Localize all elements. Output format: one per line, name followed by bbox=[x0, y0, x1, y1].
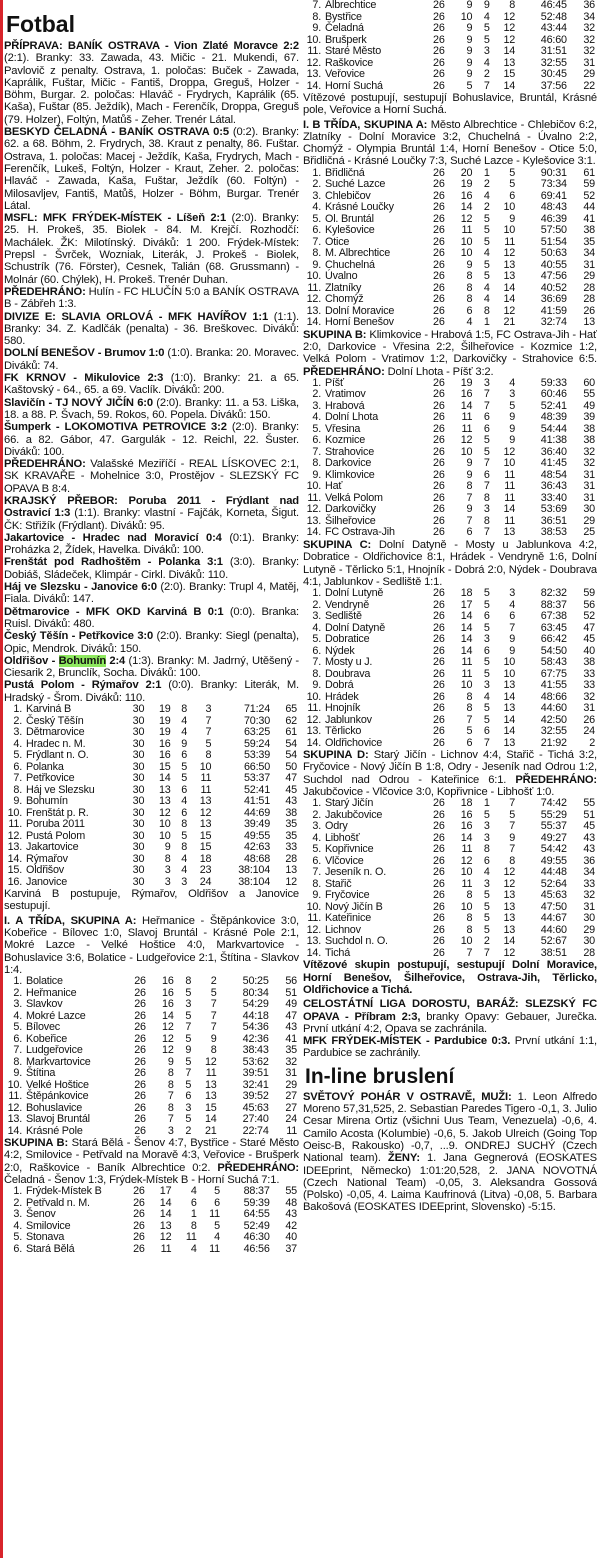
table-row: 14. Rýmařov 30 8 4 18 48:68 28 bbox=[7, 852, 297, 865]
table-row: 10. Hrádek 26 8 4 14 48:66 32 bbox=[306, 690, 595, 703]
table-row: 10. Frenštát p. R. 30 12 6 12 44:69 38 bbox=[7, 806, 297, 819]
result-paragraph-14: Dětmarovice - MFK OKD Karviná B 0:1 (0:0). Branka: Ruisl. Diváků: 480. bbox=[4, 605, 299, 630]
result-paragraph-8: Šumperk - LOKOMOTIVA PETROVICE 3:2 (2:0). Branky: 66. a 82. Gábor, 47. Gargulák - 12. Reichl, 22. Šuster. Diváků: 100. bbox=[4, 421, 299, 458]
result-paragraph-15: Český Těšín - Petřkovice 3:0 (2:0). Branky: Siegl (penalta), Opic, Mendrok. Diváků: 150. bbox=[4, 630, 299, 655]
table-row: 13. Šilheřovice 26 7 8 11 36:51 29 bbox=[306, 514, 595, 527]
table-row: 12. Pustá Polom 30 10 5 15 49:55 35 bbox=[7, 829, 297, 842]
table-row: 9. Fryčovice 26 8 5 13 45:63 32 bbox=[312, 889, 595, 902]
table-row: 8. Bystřice 26 10 4 12 52:48 34 bbox=[312, 10, 595, 23]
table-row: 10. Úvalno 26 8 5 13 47:56 29 bbox=[306, 270, 595, 283]
table-row: 3. Hrabová 26 14 7 5 52:41 49 bbox=[312, 399, 595, 412]
table-row: 12. Lichnov 26 8 5 13 44:60 29 bbox=[306, 923, 595, 936]
results-1b-skupina-b: SKUPINA B: Klimkovice - Hrabová 1:5, FC Ostrava-Jih - Hať 2:0, Darkovice - Vřesina 2:2, Šilheřovice - Kozmice 1:2, Velká Polom - Vratimov 1:2, Darkovičky - Strahovice 6:5. PŘEDEHRÁNO: Dolní Lhota - Píšť 3:2. bbox=[303, 328, 597, 378]
table-row: 4. Krásné Loučky 26 14 2 10 48:43 44 bbox=[312, 201, 595, 214]
left-column bbox=[4, 0, 299, 1558]
table-row: 1. Starý Jičín 26 18 1 7 74:42 55 bbox=[312, 797, 595, 810]
table-row: 4. Dolní Datyně 26 14 5 7 63:45 47 bbox=[312, 621, 595, 634]
table-1b-skupina-a bbox=[303, 168, 597, 329]
table-row: 15. Oldřišov 30 3 4 23 38:104 13 bbox=[7, 864, 297, 877]
table-row: 3. Sedliště 26 14 6 6 67:38 52 bbox=[312, 610, 595, 623]
table-row: 5. Frýdlant n. O. 30 16 6 8 53:39 54 bbox=[13, 749, 297, 762]
table-row: 13. Suchdol n. O. 26 10 2 14 52:67 30 bbox=[306, 935, 595, 948]
table-row: 7. Otice 26 10 5 11 51:54 35 bbox=[312, 235, 595, 248]
note-1b-trida: Vítězové skupin postupují, sestupují Dolní Moravice, Horní Benešov, Šilheřovice, Ostrava-Jih, Těrlicko, Oldřichovice a Tichá. bbox=[303, 959, 597, 996]
result-paragraph-11: Jakartovice - Hradec nad Moravicí 0:4 (0:1). Branky: Proházka 2, Žídek, Havelka. Diváků: 100. bbox=[4, 531, 299, 557]
table-row: 1. Břidličná 26 20 1 5 90:31 61 bbox=[312, 166, 595, 179]
table-row: 7. Albrechtice 26 9 9 8 46:45 36 bbox=[312, 0, 595, 11]
result-paragraph-12: Frenštát pod Radhoštěm - Polanka 3:1 (3:0). Branky: Dobiáš, Sládeček, Klimpár - Cirkl. Diváků: 110. bbox=[4, 556, 299, 581]
result-paragraph-4: DIVIZE E: SLAVIA ORLOVÁ - MFK HAVÍŘOV 1:1 (1:1). Branky: 34. Z. Kadlčák (penalta) - 36. Breškovec. Diváků: 580. bbox=[4, 310, 299, 348]
table-1a-skupina-b-top bbox=[4, 1186, 299, 1255]
table-row: 6. Nýdek 26 14 6 9 54:50 40 bbox=[312, 644, 595, 657]
table-row: 3. Dětmarovice 30 19 4 7 63:25 61 bbox=[13, 726, 297, 739]
football-results-block-2 bbox=[4, 679, 299, 704]
table-row: 8. Darkovice 26 9 7 10 41:45 32 bbox=[312, 457, 595, 470]
table-row: 6. Kobeřice 26 12 5 9 42:36 41 bbox=[13, 1032, 297, 1045]
table-row: 13. Těrlicko 26 5 6 14 32:55 24 bbox=[306, 725, 595, 738]
table-krajsky-prebor bbox=[4, 704, 299, 888]
note-1a-skupina-b: Vítězové postupují, sestupují Bohuslavice, Bruntál, Krásné pole, Veřovice a Horní Suchá. bbox=[303, 92, 597, 117]
table-row: 11. Zlatníky 26 8 4 14 40:52 28 bbox=[307, 281, 595, 294]
section-title-fotbal: Fotbal bbox=[6, 11, 75, 37]
results-inline-bruslení: SVĚTOVÝ POHÁR V OSTRAVĚ, MUŽI: 1. Leon Alfredo Moreno 57,31,525, 2. Sebastian Paredes Tigero -0,1, 3. Julio Cesar Mirena Ortiz (všichni Uus Team, Venezuela) -0,6, 4. Camilo Acosta (Kolumbie) -0,6, 5. Jakob Ulreich (Going Top Oeisc-B, Rakousko) -0,7, ...9. ONDREJ SUCHÝ (Czech National team). ŽENY: 1. Jana Gegnerová (EOSKATES IDEEprint, Německo) 1:01:20,528, 2. JANA NOVOTNÁ (Czech National Team) -0,05, 3. Aleksandra Gossová (Polsko) -0,05, 4. Laima Kaufrinová (Litva) -0,08, 5. Barbara Bakošová (EOSKATES IDEEprint, Slovensko) -5:15. bbox=[303, 1090, 597, 1214]
table-row: 7. Jeseník n. O. 26 10 4 12 44:48 34 bbox=[312, 866, 595, 879]
result-paragraph-6: FK KRNOV - Mikulovice 2:3 (1:0). Branky: 21. a 65. Kaštovský - 64., 65. a 69. Vaclík. Diváků: 200. bbox=[4, 372, 299, 397]
result-paragraph-b-0: Pustá Polom - Rýmařov 2:1 (0:0). Branky: Literák, M. Hradský - Šrom. Diváků: 110. bbox=[4, 679, 299, 704]
table-row: 9. Štítina 26 8 7 11 39:51 31 bbox=[13, 1067, 297, 1080]
note-krajsky-prebor: Karviná B postupuje, Rýmařov, Oldřišov a Janovice sestupují. bbox=[4, 888, 299, 913]
table-row: 2. Heřmanice 26 16 5 5 80:34 51 bbox=[13, 986, 297, 999]
result-paragraph-1: BESKYD ČELADNÁ - BANÍK OSTRAVA 0:5 (0:2). Branky: 62. a 68. Böhm, 2. Frydrych, 38. Kraut z penalty, 86. Fuštar. Ostrava, 1. poločas: Macej - Ježdík, Kaša, Frydrych, Mach - Ferenčík, Lukeš, Foltýn, Holzer - Kraut, Zeher. 2. poločas: Hlaváč - Zawada, Kaša, Fuštar, Ježdík (60. Foltýn) - Milosavljev, Fantiš, Matůš, Holzer - Böhm, Burgar. Trenér Látal. bbox=[4, 126, 299, 212]
table-1a-skupina-a bbox=[4, 976, 299, 1137]
table-row: 1. Frýdek-Místek B 26 17 4 5 88:37 55 bbox=[13, 1185, 297, 1198]
table-row: 13. Dolní Moravice 26 6 8 12 41:59 26 bbox=[306, 304, 595, 317]
result-paragraph-13: Háj ve Slezsku - Janovice 6:0 (2:0). Branky: Trupl 4, Matěj, Fiala. Diváků: 147. bbox=[4, 581, 299, 606]
table-row: 8. Doubrava 26 11 5 10 67:75 33 bbox=[312, 667, 595, 680]
table-row: 1. Karviná B 30 19 8 3 71:24 65 bbox=[13, 703, 297, 716]
table-row: 5. Kopřivnice 26 11 8 7 54:42 43 bbox=[312, 843, 595, 856]
table-row: 14. Horní Suchá 26 5 7 14 37:56 22 bbox=[306, 79, 595, 92]
table-row: 11. Poruba 2011 30 10 8 13 39:49 35 bbox=[8, 818, 297, 831]
table-row: 12. Raškovice 26 9 4 13 32:55 31 bbox=[306, 56, 595, 69]
table-row: 3. Šenov 26 14 1 11 64:55 43 bbox=[13, 1208, 297, 1221]
results-dorost-frydek: MFK FRÝDEK-MÍSTEK - Pardubice 0:3. První utkání 1:1, Pardubice se zachránily. bbox=[303, 1035, 597, 1060]
table-row: 13. Slavoj Bruntál 26 7 5 14 27:40 24 bbox=[7, 1113, 297, 1126]
table-row: 14. Tichá 26 7 7 12 38:51 28 bbox=[306, 946, 595, 959]
table-row: 14. Horní Benešov 26 4 1 21 32:74 13 bbox=[306, 316, 595, 329]
highlight-bohumin: Bohumín bbox=[58, 654, 106, 667]
table-row: 14. Krásné Pole 26 3 2 21 22:74 11 bbox=[7, 1124, 297, 1137]
right-column bbox=[303, 0, 597, 1558]
table-row: 4. Hradec n. M. 30 16 9 5 59:24 54 bbox=[13, 737, 297, 750]
table-row: 10. Velké Hoštice 26 8 5 13 32:41 29 bbox=[7, 1078, 297, 1091]
table-row: 11. Kateřinice 26 8 5 13 44:67 30 bbox=[307, 912, 595, 925]
table-1b-skupina-c bbox=[303, 588, 597, 749]
table-row: 14. Oldřichovice 26 6 7 13 21:92 2 bbox=[306, 736, 595, 749]
results-1b-skupina-d: SKUPINA D: Starý Jičín - Lichnov 4:4, Stařič - Tichá 3:2, Fryčovice - Nový Jičín B 1:8, Odry - Jeseník nad Odrou 1:2, Suchdol nad Odrou - Kateřinice 6:1. PŘEDEHRÁNO: Jakubčovice - Vlčovice 3:0, Kopřivnice - Libhošť 1:0. bbox=[303, 749, 597, 799]
table-row: 7. Strahovice 26 10 5 12 36:40 32 bbox=[312, 445, 595, 458]
table-row: 12. Bohuslavice 26 8 3 15 45:63 27 bbox=[7, 1101, 297, 1114]
result-oldrisov-bohumin: Oldřišov - Bohumín 2:4 (1:3). Branky: M. Jadrný, Utěšený - Ciesarik 2, Brunclík, Socha. Diváků: 100. bbox=[4, 654, 299, 680]
table-row: 1. Bolatice 26 16 8 2 50:25 56 bbox=[13, 975, 297, 988]
table-row: 6. Polanka 30 15 5 10 66:50 50 bbox=[13, 760, 297, 773]
result-paragraph-9: PŘEDEHRÁNO: Valašské Meziříčí - REAL LÍSKOVEC 2:1, SK KRAVAŘE - Mohelnice 3:0, Prostějov - SLEZSKÝ FC OPAVA B 8:4. bbox=[4, 458, 299, 495]
results-1b-skupina-c: SKUPINA C: Dolní Datyně - Mosty u Jablunkova 4:2, Dobratice - Oldřichovice 8:1, Hrádek - Vendryně 1:6, Dolní Lutyně - Těrlicko 5:1, Hnojník - Dobrá 2:0, Nýdek - Doubrava 4:1, Jablunkov - Sedliště 1:1. bbox=[303, 538, 597, 588]
red-margin-bar bbox=[0, 0, 3, 1558]
table-row: 5. Stonava 26 12 11 4 46:30 40 bbox=[13, 1231, 297, 1244]
table-row: 12. Jablunkov 26 7 5 14 42:50 26 bbox=[306, 713, 595, 726]
table-row: 4. Libhošť 26 14 3 9 49:27 43 bbox=[312, 831, 595, 844]
table-row: 3. Chlebičov 26 16 4 6 69:41 52 bbox=[312, 189, 595, 202]
table-row: 6. Stará Bělá 26 11 4 11 46:56 37 bbox=[13, 1242, 297, 1255]
table-row: 12. Chomýž 26 8 4 14 36:69 28 bbox=[306, 293, 595, 306]
result-paragraph-0: PŘÍPRAVA: BANÍK OSTRAVA - Vion Zlaté Moravce 2:2 (2:1). Branky: 33. Zawada, 43. Mičic - 21. Mukendi, 67. Pavlovič z penalty. Ostrava, 1. poločas: Buček - Zawada, Kaprálik, Fuštar, Mičic - Fantiš, Droppa, Greguš, Holzer - Böhm, Burgar. 2. poločas: Hlaváč - Frydrych, Kaprálik (65. Kaša), Fuštar (85. Ježdík), Mach - Ferenčík, Droppa, Greguš (79. Holzer), Foltýn, Matůš - Zeher. Trenér Látal. bbox=[4, 40, 299, 126]
football-results-block-1 bbox=[4, 40, 299, 655]
table-row: 4. Mokré Lazce 26 14 5 7 44:18 47 bbox=[13, 1009, 297, 1022]
table-row: 8. Markvartovice 26 9 5 12 53:62 32 bbox=[13, 1055, 297, 1068]
table-row: 3. Slavkov 26 16 3 7 54:29 49 bbox=[13, 998, 297, 1011]
table-row: 9. Čeladná 26 9 5 12 43:44 32 bbox=[312, 22, 595, 34]
table-row: 2. Suché Lazce 26 19 2 5 73:34 59 bbox=[312, 178, 595, 191]
table-1b-skupina-d bbox=[303, 798, 597, 959]
result-paragraph-5: DOLNÍ BENEŠOV - Brumov 1:0 (1:0). Branka: 20. Moravec. Diváků: 74. bbox=[4, 347, 299, 372]
table-row: 13. Veřovice 26 9 2 15 30:45 29 bbox=[306, 68, 595, 80]
result-paragraph-3: PŘEDEHRÁNO: Hulín - FC HLUČÍN 5:0 a BANÍK OSTRAVA B - Zábřeh 1:3. bbox=[4, 285, 299, 311]
table-row: 9. Klimkovice 26 9 6 11 48:54 31 bbox=[312, 468, 595, 481]
table-row: 9. Bohumín 30 13 4 13 41:51 43 bbox=[13, 795, 297, 808]
result-paragraph-2: MSFL: MFK FRÝDEK-MÍSTEK - Líšeň 2:1 (2:0). Branky: 25. H. Prokeš, 35. Biolek - 84. M. Krejčí. Rozhodčí: Machálek. ŽK: Milotínský. Diváků: 1 200. Frýdek-Místek: Prepsl - Švrček, Wozniak, Literák, J. Prokeš - Biolek, Schustrík (76. Förster), Cesnek, Talián (68. Grussmann) - Molnár (60. Chýlek), H. Prokeš. Trenér Duhan. bbox=[4, 212, 299, 286]
table-row: 2. Petřvald n. M. 26 14 6 6 59:39 48 bbox=[13, 1196, 297, 1209]
table-row: 9. Chuchelná 26 9 5 13 40:55 31 bbox=[312, 258, 595, 271]
table-row: 2. Jakubčovice 26 16 5 5 55:29 51 bbox=[312, 808, 595, 821]
table-row: 8. Háj ve Slezsku 30 13 6 11 52:41 45 bbox=[13, 783, 297, 796]
table-row: 8. M. Albrechtice 26 10 4 12 50:63 34 bbox=[312, 247, 595, 260]
table-row: 6. Kylešovice 26 11 5 10 57:50 38 bbox=[312, 224, 595, 237]
table-row: 7. Mosty u J. 26 11 5 10 58:43 38 bbox=[312, 656, 595, 669]
table-row: 5. Ol. Bruntál 26 12 5 9 46:39 41 bbox=[312, 212, 595, 225]
table-row: 3. Odry 26 16 3 7 55:37 45 bbox=[312, 820, 595, 833]
table-row: 7. Petřkovice 30 14 5 11 53:37 47 bbox=[13, 772, 297, 785]
table-row: 2. Vratimov 26 16 7 3 60:46 55 bbox=[312, 388, 595, 401]
table-row: 5. Bílovec 26 12 7 7 54:36 43 bbox=[13, 1021, 297, 1034]
table-row: 6. Kozmice 26 12 5 9 41:38 38 bbox=[312, 434, 595, 447]
table-row: 1. Píšť 26 19 3 4 59:33 60 bbox=[312, 376, 595, 389]
table-row: 14. FC Ostrava-Jih 26 6 7 13 38:53 25 bbox=[306, 526, 595, 539]
table-row: 4. Dolní Lhota 26 11 6 9 48:39 39 bbox=[312, 411, 595, 424]
table-row: 11. Velká Polom 26 7 8 11 33:40 31 bbox=[307, 491, 595, 504]
table-row: 5. Dobratice 26 14 3 9 66:42 45 bbox=[312, 633, 595, 646]
table-row: 10. Nový Jičín B 26 10 5 13 47:50 31 bbox=[306, 900, 595, 913]
table-row: 4. Smilovice 26 13 8 5 52:49 42 bbox=[13, 1219, 297, 1232]
table-row: 11. Štěpánkovice 26 7 6 13 39:52 27 bbox=[8, 1090, 297, 1103]
table-row: 11. Staré Město 26 9 3 14 31:51 32 bbox=[307, 45, 595, 57]
table-row: 9. Dobrá 26 10 3 13 41:55 33 bbox=[312, 679, 595, 692]
table-row: 8. Stařič 26 11 3 12 52:64 33 bbox=[312, 877, 595, 890]
table-row: 2. Český Těšín 30 19 4 7 70:30 62 bbox=[13, 714, 297, 727]
table-row: 5. Vřesina 26 11 6 9 54:44 38 bbox=[312, 422, 595, 435]
results-dorost-opava: CELOSTÁTNÍ LIGA DOROSTU, BARÁŽ: SLEZSKÝ FC OPAVA - Příbram 2:3, branky Opavy: Gebauer, Jurečka. První utkání 4:2, Opava se zachránila. bbox=[303, 998, 597, 1035]
results-1a-skupina-a: I. A TŘÍDA, SKUPINA A: Heřmanice - Štěpánkovice 3:0, Kobeřice - Bílovec 1:0, Slavoj Bruntál - Krásné Pole 2:1, Mokré Lazce - Velké Hoštice 4:0, Markvartovice - Bohuslavice 3:6, Bolatice - Ludgeřovice 2:1, Štítina - Slavkov 1:4. bbox=[4, 914, 299, 976]
table-row: 1. Dolní Lutyně 26 18 5 3 82:32 59 bbox=[312, 587, 595, 600]
table-1a-skupina-b-rest bbox=[303, 0, 597, 92]
table-row: 16. Janovice 30 3 3 24 38:104 12 bbox=[7, 875, 297, 888]
table-row: 6. Vlčovice 26 12 6 8 49:55 36 bbox=[312, 854, 595, 867]
table-row: 13. Jakartovice 30 9 8 15 42:63 33 bbox=[7, 841, 297, 854]
results-1a-skupina-b: SKUPINA B: Stará Bělá - Šenov 4:7, Bystřice - Staré Město 4:2, Smilovice - Petřvald na Moravě 4:3, Veřovice - Brušperk 2:0, Raškovice - Baník Albrechtice 0:2. PŘEDEHRÁNO: Čeladná - Šenov 1:3, Frýdek-Místek B - Horní Suchá 7:1. bbox=[4, 1137, 299, 1186]
results-1b-skupina-a: I. B TŘÍDA, SKUPINA A: Město Albrechtice - Chlebičov 6:2, Zlatníky - Dolní Moravice 3:2, Chuchelná - Úvalno 2:2, Chomýž - Olympia Bruntál 1:4, Horní Benešov - Otice 5:0, Břidličná - Krásné Loučky 7:3, Suché Lazce - Kylešovice 3:1. bbox=[303, 118, 597, 168]
table-row: 2. Vendryně 26 17 5 4 88:37 56 bbox=[312, 598, 595, 611]
table-row: 7. Ludgeřovice 26 12 9 8 38:43 35 bbox=[13, 1044, 297, 1057]
section-title-inline: In-line bruslení bbox=[305, 1064, 455, 1088]
table-1b-skupina-b bbox=[303, 378, 597, 539]
table-row: 12. Darkovičky 26 9 3 14 53:69 30 bbox=[306, 503, 595, 516]
result-paragraph-10: KRAJSKÝ PŘEBOR: Poruba 2011 - Frýdlant nad Ostravicí 1:3 (1:1). Branky: vlastní - Fajčák, Korneta, Šigut. ČK: Střižík (Frýdlant). Diváků: 95. bbox=[4, 494, 299, 532]
table-row: 10. Hať 26 8 7 11 36:43 31 bbox=[306, 480, 595, 493]
result-paragraph-7: Slavičín - TJ NOVÝ JIČÍN 6:0 (2:0). Branky: 11. a 53. Liška, 18. a 88. P. Švach, 59. Rokos, 60. Popela. Diváků: 150. bbox=[4, 396, 299, 421]
table-row: 11. Hnojník 26 8 5 13 44:60 31 bbox=[307, 702, 595, 715]
table-row: 10. Brušperk 26 9 5 12 46:60 32 bbox=[306, 33, 595, 46]
